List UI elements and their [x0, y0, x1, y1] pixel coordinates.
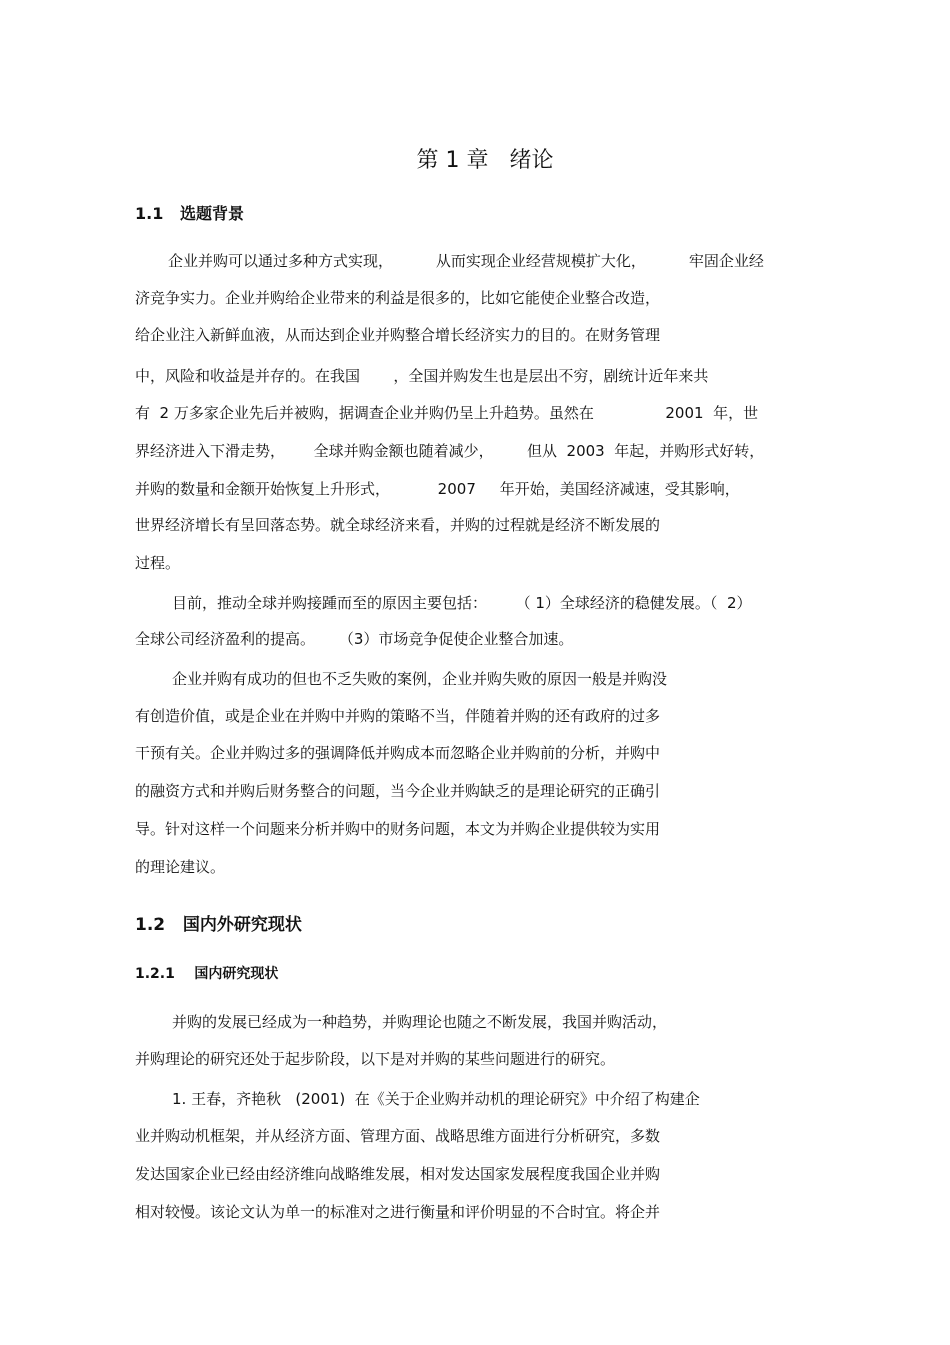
paragraph-line: 给企业注入新鲜血液，从而达到企业并购整合增长经济实力的目的。在财务管理 [135, 326, 661, 344]
paragraph-line: 相对较慢。该论文认为单一的标准对之进行衡量和评价明显的不合时宜。将企并 [135, 1203, 661, 1221]
paragraph-line: 中，风险和收益是并存的。在我国 ，全国并购发生也是层出不穷，剧统计近年来共 [135, 367, 709, 385]
paragraph-line: 导。针对这样一个问题来分析并购中的财务问题，本文为并购企业提供较为实用 [135, 820, 661, 838]
paragraph-line: 干预有关。企业并购过多的强调降低并购成本而忽略企业并购前的分析，并购中 [135, 744, 661, 762]
paragraph-line: 有创造价值，或是企业在并购中并购的策略不当，伴随着并购的还有政府的过多 [135, 707, 661, 725]
paragraph-line: 有 2 万多家企业先后并被购，据调查企业并购仍呈上升趋势。虽然在 2001 年，世 [135, 404, 759, 422]
paragraph-line: 并购理论的研究还处于起步阶段，以下是对并购的某些问题进行的研究。 [135, 1050, 616, 1068]
paragraph-line: 业并购动机框架，并从经济方面、管理方面、战略思维方面进行分析研究，多数 [135, 1127, 661, 1145]
paragraph-line: 企业并购有成功的但也不乏失败的案例，企业并购失败的原因一般是并购没 [172, 670, 668, 688]
paragraph-line: 全球公司经济盈利的提高。 （3）市场竞争促使企业整合加速。 [135, 630, 574, 648]
paragraph-line: 目前，推动全球并购接踵而至的原因主要包括： （ 1）全球经济的稳健发展。（ 2） [172, 594, 752, 612]
paragraph-line: 并购的发展已经成为一种趋势，并购理论也随之不断发展，我国并购活动， [172, 1013, 668, 1031]
section-heading-1-2: 1.2 国内外研究现状 [135, 915, 302, 935]
paragraph-line: 并购的数量和金额开始恢复上升形式， 2007 年开始，美国经济减速，受其影响， [135, 480, 740, 498]
paragraph-line: 发达国家企业已经由经济维向战略维发展，相对发达国家发展程度我国企业并购 [135, 1165, 661, 1183]
paragraph-line: 1. 王春，齐艳秋 (2001) 在《关于企业购并动机的理论研究》中介绍了构建企 [172, 1090, 700, 1108]
paragraph-line: 济竞争实力。企业并购给企业带来的利益是很多的，比如它能使企业整合改造， [135, 289, 661, 307]
paragraph-line: 的理论建议。 [135, 858, 226, 876]
section-heading-1-1: 1.1 选题背景 [135, 204, 245, 223]
chapter-title: 第 1 章 绪论 [416, 148, 554, 173]
subsection-heading-1-2-1: 1.2.1 国内研究现状 [135, 966, 279, 982]
paragraph-line: 世界经济增长有呈回落态势。就全球经济来看，并购的过程就是经济不断发展的 [135, 516, 661, 534]
paragraph-line: 企业并购可以通过多种方式实现， 从而实现企业经营规模扩大化， 牢固企业经 [168, 252, 764, 270]
paragraph-line: 的融资方式和并购后财务整合的问题，当今企业并购缺乏的是理论研究的正确引 [135, 782, 661, 800]
paragraph-line: 界经济进入下滑走势， 全球并购金额也随着减少， 但从 2003 年起，并购形式好转， [135, 442, 765, 460]
paragraph-line: 过程。 [135, 554, 181, 572]
